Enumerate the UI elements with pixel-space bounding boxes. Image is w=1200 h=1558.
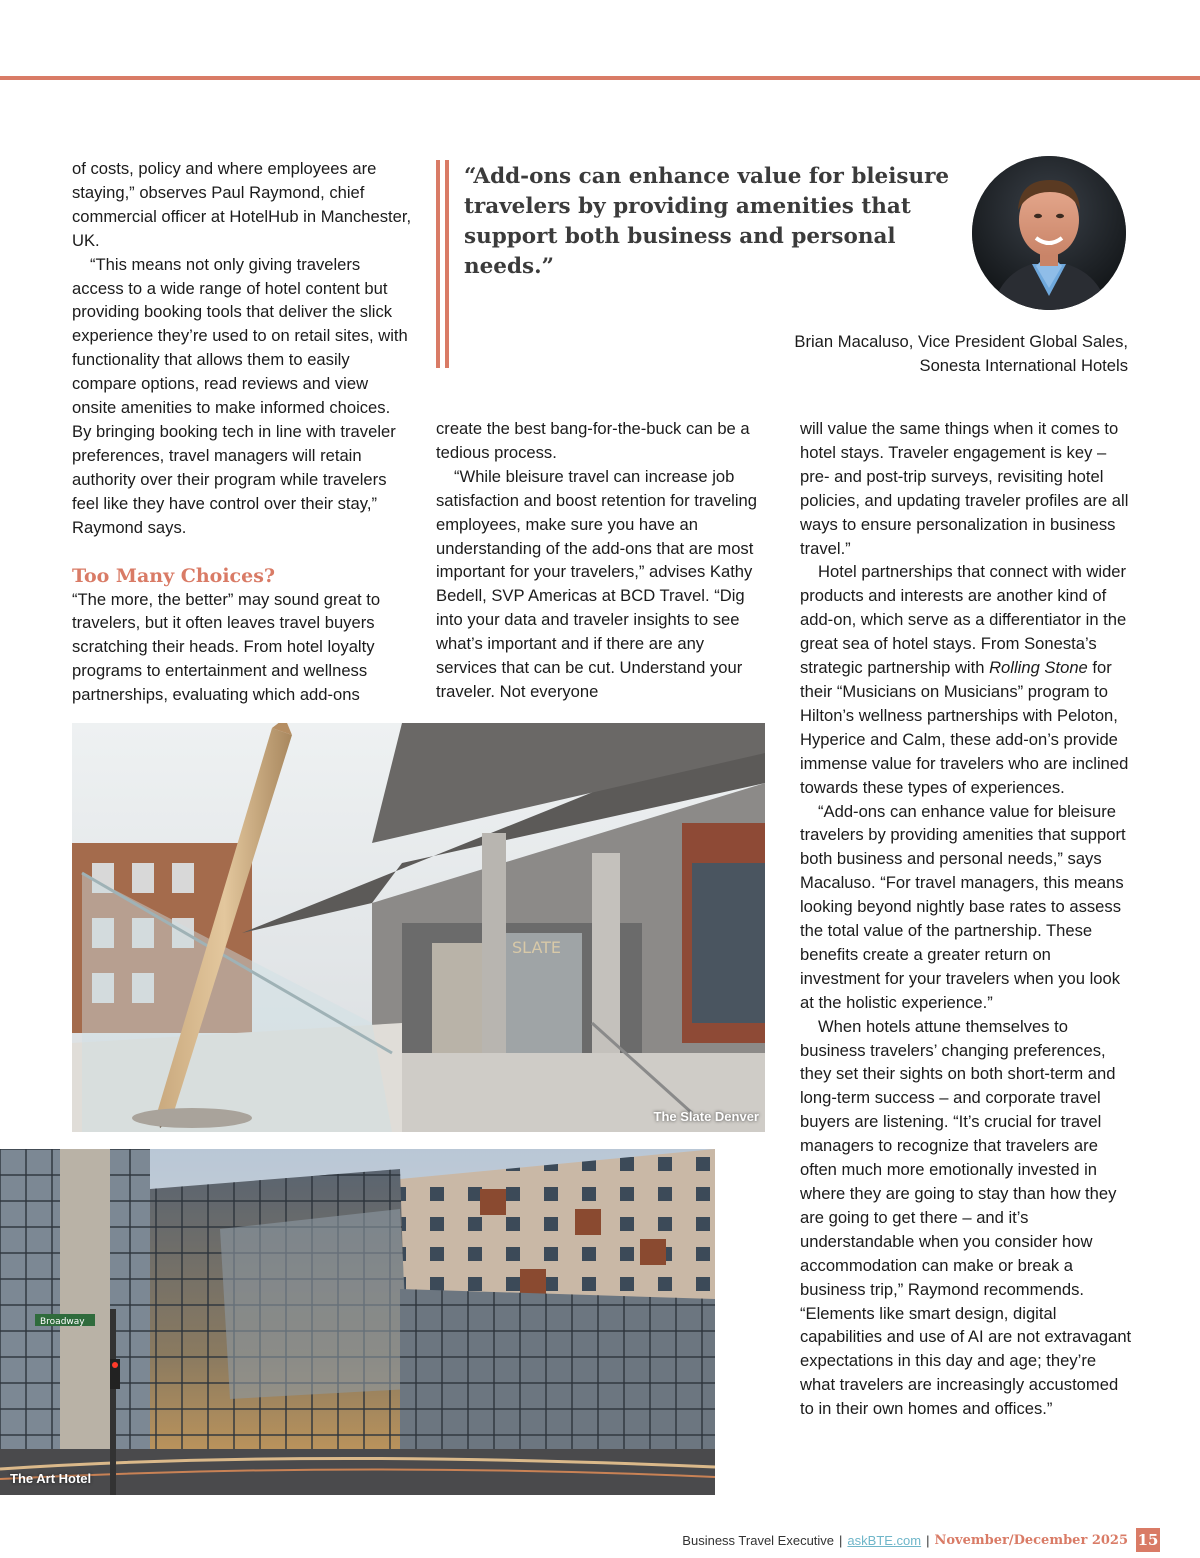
paragraph: “While bleisure travel can increase job satisfaction and boost retention for traveling employees, make sure you have an understanding of the add-ons that are most important for your travelers,” advises Kathy Bedell, SVP Americas at BCD Travel. “Dig into your data and traveler insights to see what’s important and if there are any services that can be cut. Understand your traveler. Not everyone: [436, 466, 758, 701]
footer-separator: |: [926, 1532, 930, 1548]
column-3: [800, 417, 1132, 1421]
issue-date: November/December 2025: [934, 1532, 1128, 1548]
pullquote-attribution: [708, 330, 1128, 378]
pullquote-bars: [436, 160, 450, 368]
hotel-photo-art-hotel: [0, 1149, 715, 1495]
photo-caption: The Art Hotel: [10, 1471, 92, 1486]
paragraph: Hotel partnerships that connect with wider products and interests are another kind of add-on, which serve as a differentiator in the great sea of hotel stays. From Sonesta’s strategic partnership with Rolling Stone for their “Musicians on Musicians” program to Hilton’s wellness partnerships with Peloton, Hyperice and Calm, these add-on’s provide immense value for travelers who are inclined towards these types of experiences.: [800, 562, 1129, 797]
photo-caption: The Slate Denver: [653, 1109, 759, 1124]
paragraph: “Add-ons can enhance value for bleisure travelers by providing amenities that support both business and personal needs,” says Macaluso. “For travel managers, this means looking beyond nightly base rates to assess the total value of the partnership. These benefits create a greater return on investment for your travelers when you look at the holistic experience.”: [800, 801, 1126, 1012]
hotel-sign: SLATE: [512, 938, 562, 957]
attribution-line: Sonesta International Hotels: [919, 356, 1128, 375]
street-sign: Broadway: [40, 1317, 85, 1327]
portrait-photo: [972, 156, 1126, 310]
top-rule: [0, 76, 1200, 80]
footer-separator: |: [839, 1532, 843, 1548]
website-link[interactable]: askBTE.com: [847, 1532, 922, 1548]
paragraph: “The more, the better” may sound great to travelers, but it often leaves travel buyers scratching their heads. From hotel loyalty programs to entertainment and wellness partnerships, evaluating which add-ons: [72, 589, 381, 705]
paragraph: will value the same things when it comes to hotel stays. Traveler engagement is key – pre- and post-trip surveys, revisiting hotel policies, and updating traveler profiles are all ways to ensure personalization in business travel.”: [800, 419, 1129, 558]
paragraph: create the best bang-for-the-buck can be a tedious process.: [436, 419, 750, 462]
column-1: [72, 157, 412, 707]
hotel-photo-slate-denver: [72, 723, 765, 1132]
paragraph: “This means not only giving travelers access to a wide range of hotel content but providing booking tools that deliver the slick experience they’re used to on retail sites, with functionality that allows them to easily compare options, read reviews and view onsite amenities to make informed choices. By bringing booking tech in line with traveler preferences, travel managers will retain authority over their program while travelers feel like they have control over their stay,” Raymond says.: [72, 254, 408, 537]
page-footer: [682, 1527, 1160, 1553]
column-2: [436, 417, 766, 704]
paragraph: When hotels attune themselves to business travelers’ changing preferences, they set their sights on both short-term and long-term success – and corporate travel buyers are listening. “It’s crucial for travel managers to recognize that travelers are often much more emotionally invested in where they are going to stay than how they are going to get there – and it’s understandable when you consider how accommodation can make or break a business trip,” Raymond recommends. “Elements like smart design, digital capabilities and use of AI are not extravagant expectations in this day and age; they’re what travelers are increasingly accustomed to in their own homes and offices.”: [800, 1016, 1132, 1419]
pullquote-text: “Add-ons can enhance value for bleisure travelers by providing amenities that support both business and personal needs.”: [464, 164, 950, 279]
publication-name: Business Travel Executive: [682, 1532, 835, 1548]
subheading: Too Many Choices?: [72, 564, 276, 587]
italic-title: Rolling Stone: [989, 658, 1088, 678]
paragraph: of costs, policy and where employees are staying,” observes Paul Raymond, chief commercial officer at HotelHub in Manchester, UK.: [72, 159, 412, 250]
page-number: 15: [1136, 1528, 1160, 1552]
attribution-line: Brian Macaluso, Vice President Global Sales,: [794, 332, 1128, 351]
